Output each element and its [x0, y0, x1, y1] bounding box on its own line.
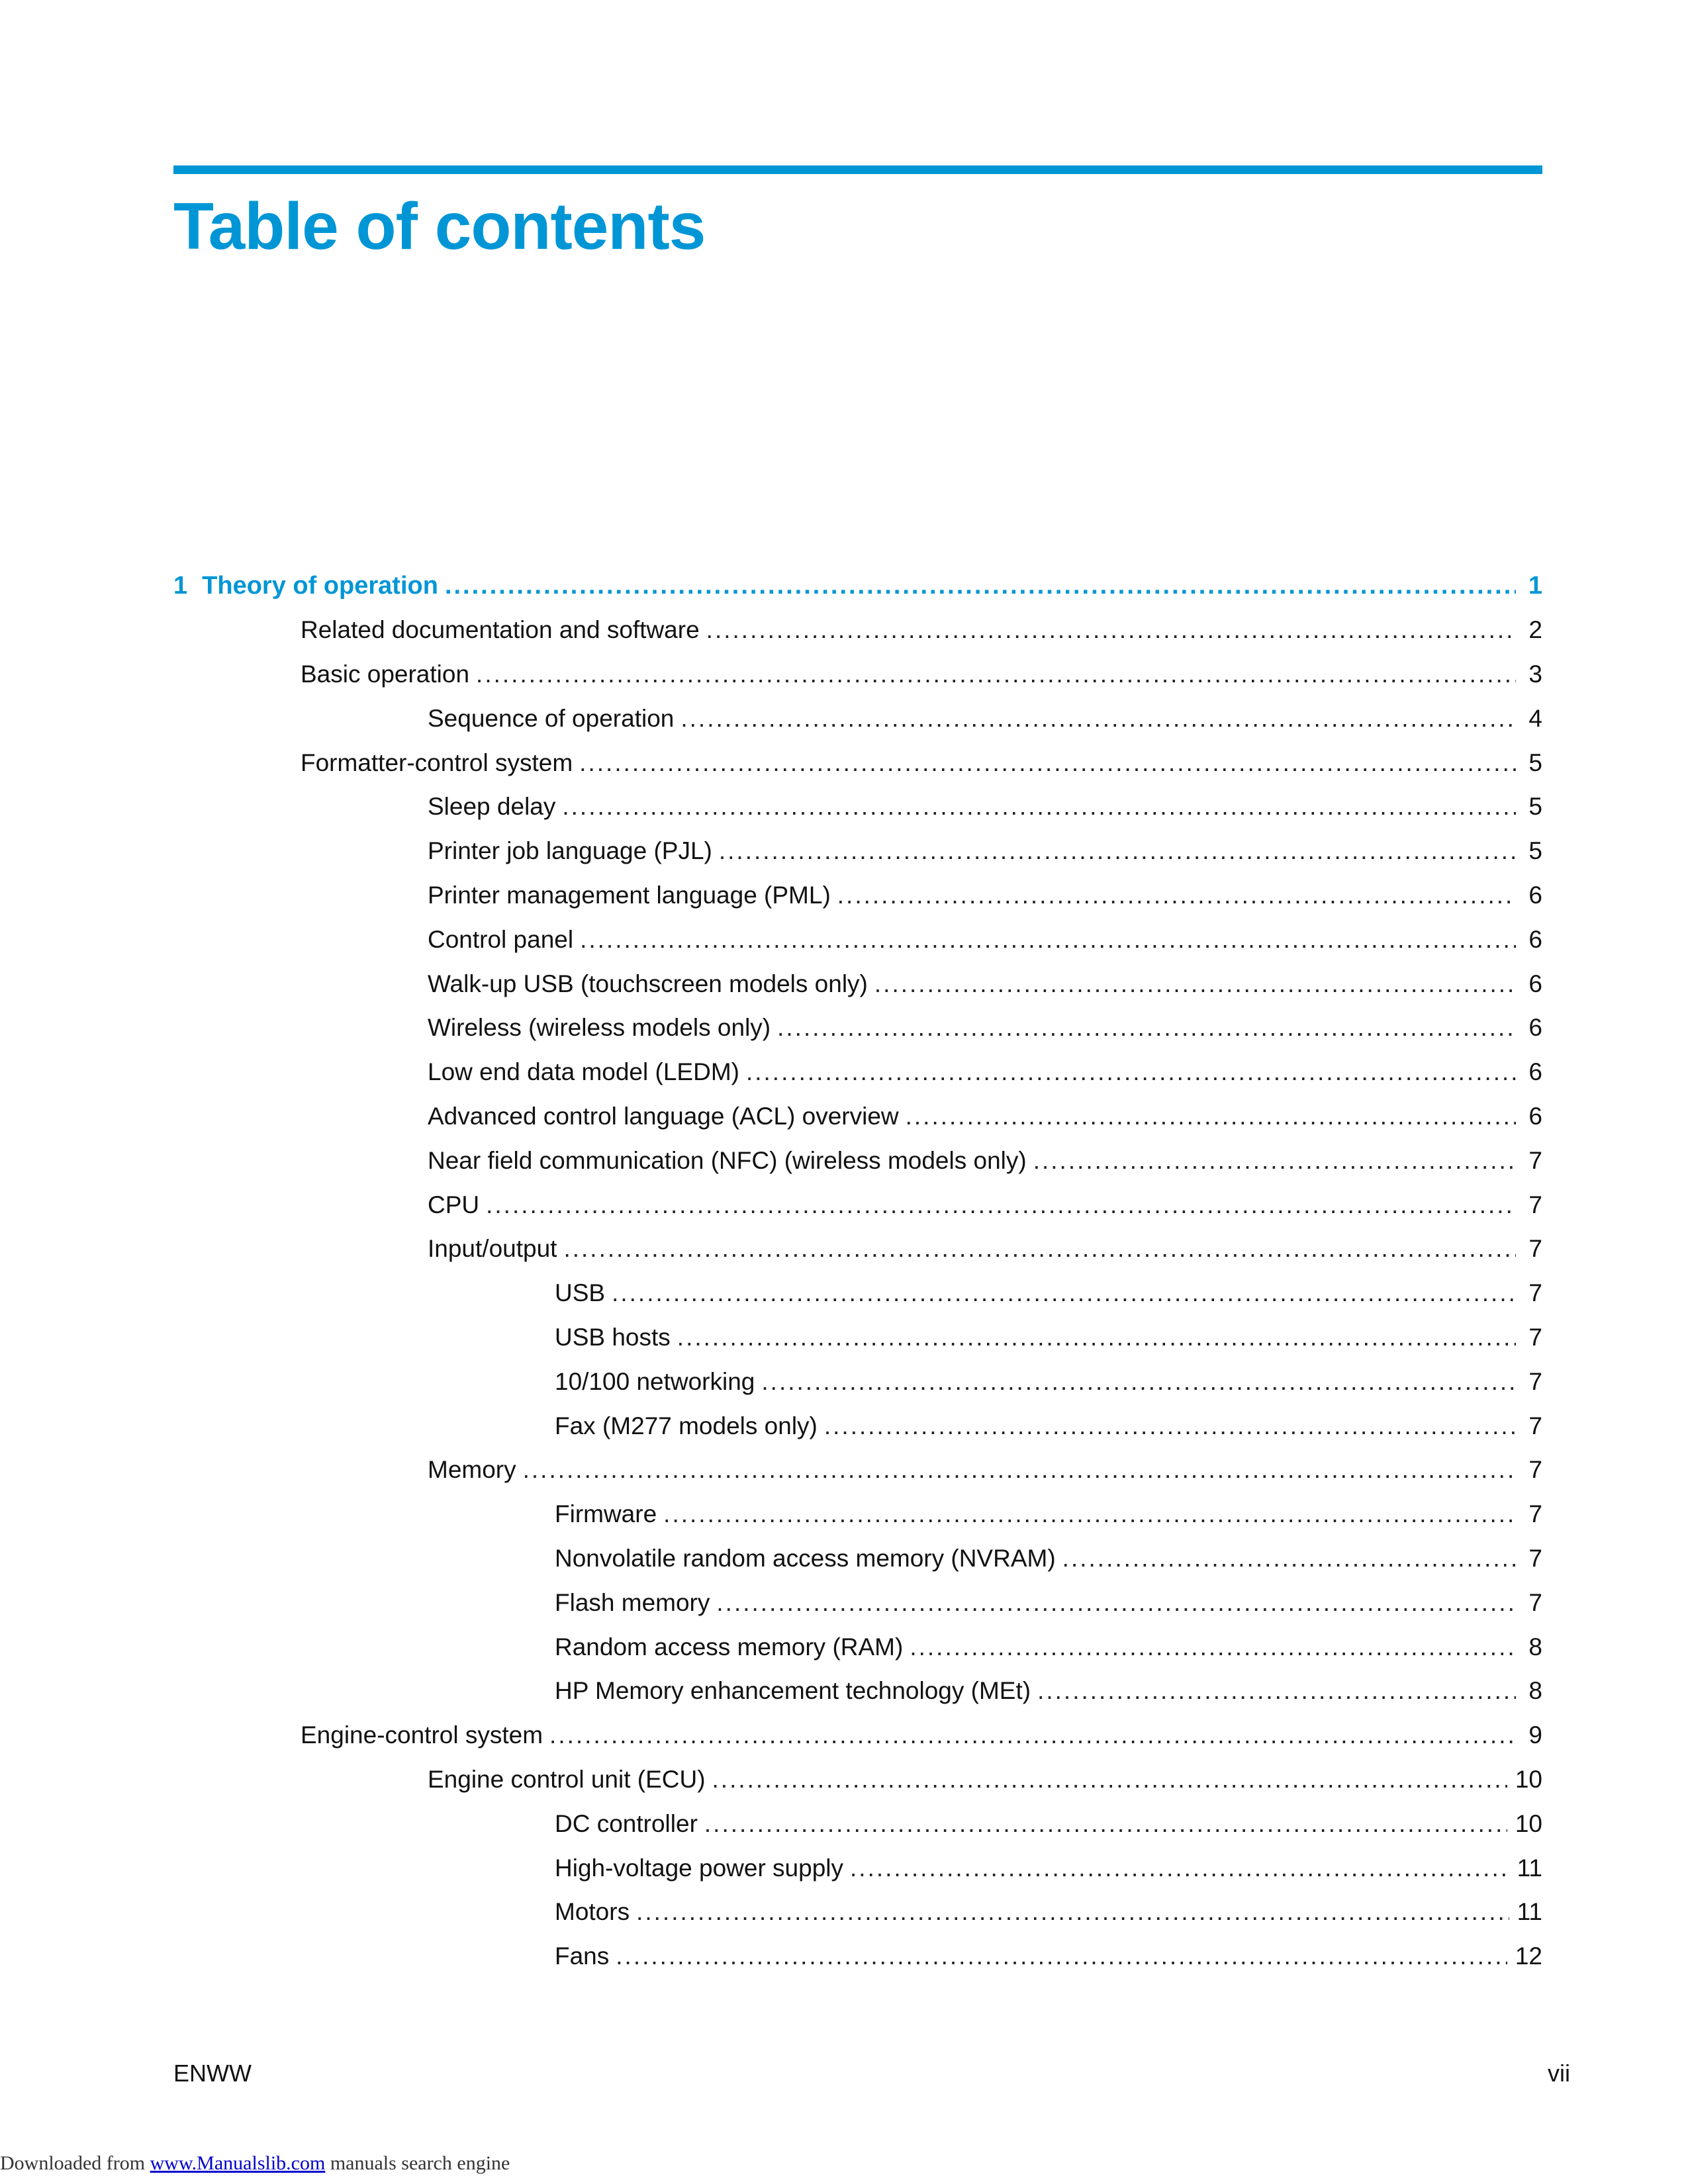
dot-leader: [562, 793, 1516, 821]
toc-entry[interactable]: [173, 608, 1542, 653]
page-title: Table of contents: [173, 189, 706, 263]
toc-entry[interactable]: [173, 1271, 1542, 1316]
toc-entry-label: [555, 1368, 761, 1396]
dot-leader: [523, 1456, 1516, 1484]
toc-page-number: 11: [1517, 1854, 1542, 1882]
toc-entry-text: Printer job language (PJL): [428, 837, 712, 865]
toc-entry[interactable]: [173, 1183, 1542, 1227]
toc-entry[interactable]: [173, 1934, 1542, 1979]
dot-leader: [746, 1058, 1516, 1086]
toc-entry-text: Wireless (wireless models only): [428, 1014, 771, 1042]
toc-entry[interactable]: [173, 741, 1542, 785]
toc-page-number: 8: [1528, 1677, 1542, 1705]
toc-entry-text: Printer management language (PML): [428, 881, 831, 909]
dot-leader: [850, 1854, 1509, 1882]
toc-entry[interactable]: [173, 1846, 1542, 1890]
toc-entry-label: [301, 1721, 549, 1749]
toc-page-number: 5: [1528, 837, 1542, 865]
toc-entry[interactable]: [173, 1404, 1542, 1448]
dot-leader: [712, 1766, 1507, 1794]
download-prefix: Downloaded from: [0, 2152, 146, 2174]
toc-entry-label: [555, 1545, 1062, 1572]
toc-entry-text: Theory of operation: [202, 571, 438, 600]
toc-page-number: 3: [1528, 660, 1542, 688]
toc-entry-label: [555, 1854, 850, 1882]
dot-leader: [486, 1191, 1516, 1219]
toc-entry[interactable]: [173, 1359, 1542, 1404]
toc-entry-label: [428, 1058, 746, 1086]
toc-entry-text: Advanced control language (ACL) overview: [428, 1102, 899, 1130]
dot-leader: [824, 1412, 1516, 1440]
toc-page-number: 7: [1528, 1367, 1542, 1395]
toc-entry[interactable]: [173, 917, 1542, 962]
toc-entry-label: [428, 926, 580, 954]
title-rule: [173, 165, 1542, 174]
toc-page-number: 1: [1528, 571, 1542, 600]
dot-leader: [549, 1721, 1516, 1749]
dot-leader: [777, 1014, 1516, 1042]
toc-entry-text: Fax (M277 models only): [555, 1412, 818, 1439]
dot-leader: [874, 970, 1516, 998]
toc-page-number: 10: [1515, 1809, 1542, 1837]
toc-entry[interactable]: [173, 1316, 1542, 1360]
toc-entry-text: Flash memory: [555, 1588, 710, 1616]
toc-entry-label: [428, 1014, 777, 1042]
toc-page-number: 9: [1528, 1721, 1542, 1749]
toc-entry-text: USB hosts: [555, 1323, 671, 1351]
dot-leader: [719, 837, 1516, 865]
toc-entry-text: Low end data model (LEDM): [428, 1058, 739, 1086]
toc-page-number: 7: [1528, 1544, 1542, 1572]
toc-entry-label: [555, 1279, 612, 1307]
toc-entry-text: High-voltage power supply: [555, 1854, 844, 1882]
dot-leader: [636, 1898, 1509, 1926]
toc-entry-text: Control panel: [428, 925, 574, 953]
toc-chapter-entry[interactable]: [173, 564, 1542, 608]
dot-leader: [616, 1942, 1507, 1970]
dot-leader: [1037, 1677, 1516, 1705]
toc-entry[interactable]: [173, 1801, 1542, 1846]
toc-entry-label: [428, 837, 719, 865]
toc-entry-label: [428, 1103, 906, 1130]
toc-entry[interactable]: [173, 1758, 1542, 1802]
toc-entry-label: [555, 1589, 716, 1617]
toc-entry-label: [428, 1191, 486, 1219]
dot-leader: [1033, 1147, 1516, 1175]
toc-page-number: 6: [1528, 970, 1542, 997]
toc-page-number: 8: [1528, 1633, 1542, 1661]
toc-entry-text: Random access memory (RAM): [555, 1633, 904, 1661]
toc-entry-label: [428, 970, 874, 998]
toc-entry-text: Motors: [555, 1898, 630, 1926]
toc-entry[interactable]: [173, 1095, 1542, 1139]
dot-leader: [563, 1235, 1516, 1263]
toc-entry[interactable]: [173, 696, 1542, 741]
toc-entry-text: Engine-control system: [301, 1721, 543, 1749]
toc-entry-label: [428, 793, 562, 821]
toc-page-number: 7: [1528, 1412, 1542, 1439]
toc-page-number: 10: [1515, 1765, 1542, 1793]
toc-entry-label: [428, 705, 680, 733]
toc-page-number: 12: [1515, 1942, 1542, 1970]
toc-entry-text: Walk-up USB (touchscreen models only): [428, 970, 868, 997]
chapter-number: 1: [173, 571, 188, 600]
toc-entry-label: [301, 660, 476, 688]
toc-entry[interactable]: [173, 1006, 1542, 1050]
toc-entry-text: Formatter-control system: [301, 749, 573, 776]
dot-leader: [906, 1103, 1516, 1130]
toc-entry-text: Memory: [428, 1456, 516, 1484]
toc-entry-label: [555, 1633, 910, 1661]
toc-page-number: 4: [1528, 704, 1542, 732]
toc-page-number: 7: [1528, 1588, 1542, 1616]
toc-entry-text: Near field communication (NFC) (wireless models only): [428, 1146, 1027, 1174]
dot-leader: [706, 616, 1516, 644]
table-of-contents: [173, 564, 1542, 1979]
toc-entry[interactable]: [173, 829, 1542, 874]
dot-leader: [716, 1589, 1516, 1617]
dot-leader: [445, 572, 1516, 600]
toc-entry[interactable]: [173, 1227, 1542, 1271]
toc-page-number: 7: [1528, 1456, 1542, 1484]
toc-entry-label: [428, 1456, 523, 1484]
toc-entry-text: Sleep delay: [428, 793, 556, 821]
toc-page-number: 11: [1517, 1898, 1542, 1926]
toc-entry-label: [173, 572, 445, 600]
toc-entry-text: Engine control unit (ECU): [428, 1765, 706, 1793]
dot-leader: [704, 1810, 1507, 1838]
dot-leader: [910, 1633, 1516, 1661]
toc-page-number: 7: [1528, 1279, 1542, 1307]
toc-entry-label: [555, 1412, 824, 1440]
toc-page-number: 7: [1528, 1146, 1542, 1174]
toc-entry-text: Nonvolatile random access memory (NVRAM): [555, 1544, 1056, 1572]
toc-entry-label: [555, 1677, 1037, 1705]
dot-leader: [1062, 1545, 1516, 1572]
toc-entry-text: 10/100 networking: [555, 1367, 755, 1395]
toc-entry[interactable]: [173, 1890, 1542, 1934]
toc-page-number: 7: [1528, 1500, 1542, 1528]
footer-label: ENWW: [173, 2060, 252, 2087]
toc-entry-label: [555, 1324, 677, 1351]
dot-leader: [580, 926, 1516, 954]
toc-entry[interactable]: [173, 874, 1542, 918]
toc-entry-text: Related documentation and software: [301, 616, 700, 644]
toc-entry-label: [555, 1500, 663, 1528]
toc-entry[interactable]: [173, 1713, 1542, 1758]
toc-entry-text: Firmware: [555, 1500, 657, 1528]
dot-leader: [476, 660, 1516, 688]
dot-leader: [663, 1500, 1516, 1528]
toc-entry-label: [555, 1898, 636, 1926]
toc-page-number: 7: [1528, 1323, 1542, 1351]
dot-leader: [579, 749, 1516, 777]
toc-page-number: 2: [1528, 616, 1542, 644]
dot-leader: [677, 1324, 1516, 1351]
toc-entry[interactable]: [173, 962, 1542, 1006]
toc-page-number: 6: [1528, 881, 1542, 909]
toc-entry-text: Fans: [555, 1942, 610, 1970]
dot-leader: [837, 882, 1516, 909]
toc-entry-text: USB: [555, 1279, 606, 1307]
toc-entry-text: DC controller: [555, 1809, 698, 1837]
toc-entry-label: [428, 1235, 563, 1263]
toc-entry-text: Basic operation: [301, 660, 470, 688]
download-note: [0, 2152, 510, 2175]
toc-page-number: 7: [1528, 1235, 1542, 1263]
toc-entry-text: CPU: [428, 1191, 480, 1218]
dot-leader: [761, 1368, 1516, 1396]
toc-entry-text: Input/output: [428, 1235, 557, 1263]
toc-entry[interactable]: [173, 1580, 1542, 1625]
download-suffix: manuals search engine: [330, 2152, 510, 2174]
toc-entry[interactable]: [173, 1537, 1542, 1581]
toc-entry-label: [555, 1810, 704, 1838]
toc-entry[interactable]: [173, 653, 1542, 697]
toc-entry[interactable]: [173, 1050, 1542, 1095]
toc-entry-label: [301, 749, 579, 777]
toc-entry[interactable]: [173, 1669, 1542, 1713]
toc-entry-text: HP Memory enhancement technology (MEt): [555, 1677, 1031, 1705]
toc-page-number: 6: [1528, 1102, 1542, 1130]
toc-entry[interactable]: [173, 1448, 1542, 1492]
toc-entry-label: [428, 882, 837, 909]
toc-entry-label: [428, 1766, 712, 1794]
toc-entry-label: [428, 1147, 1033, 1175]
toc-page-number: 7: [1528, 1191, 1542, 1218]
toc-page-number: 6: [1528, 925, 1542, 953]
dot-leader: [612, 1279, 1516, 1307]
toc-entry-label: [301, 616, 706, 644]
toc-page-number: 5: [1528, 793, 1542, 821]
toc-entry[interactable]: [173, 1138, 1542, 1183]
toc-entry[interactable]: [173, 1492, 1542, 1537]
toc-page-number: 6: [1528, 1058, 1542, 1086]
toc-entry[interactable]: [173, 785, 1542, 829]
toc-entry-text: Sequence of operation: [428, 704, 675, 732]
toc-entry[interactable]: [173, 1625, 1542, 1669]
toc-entry-label: [555, 1942, 616, 1970]
toc-page-number: 5: [1528, 749, 1542, 776]
page-number: vii: [1548, 2060, 1570, 2087]
dot-leader: [680, 705, 1516, 733]
toc-page-number: 6: [1528, 1014, 1542, 1042]
manualslib-link[interactable]: www.Manualslib.com: [150, 2152, 326, 2174]
